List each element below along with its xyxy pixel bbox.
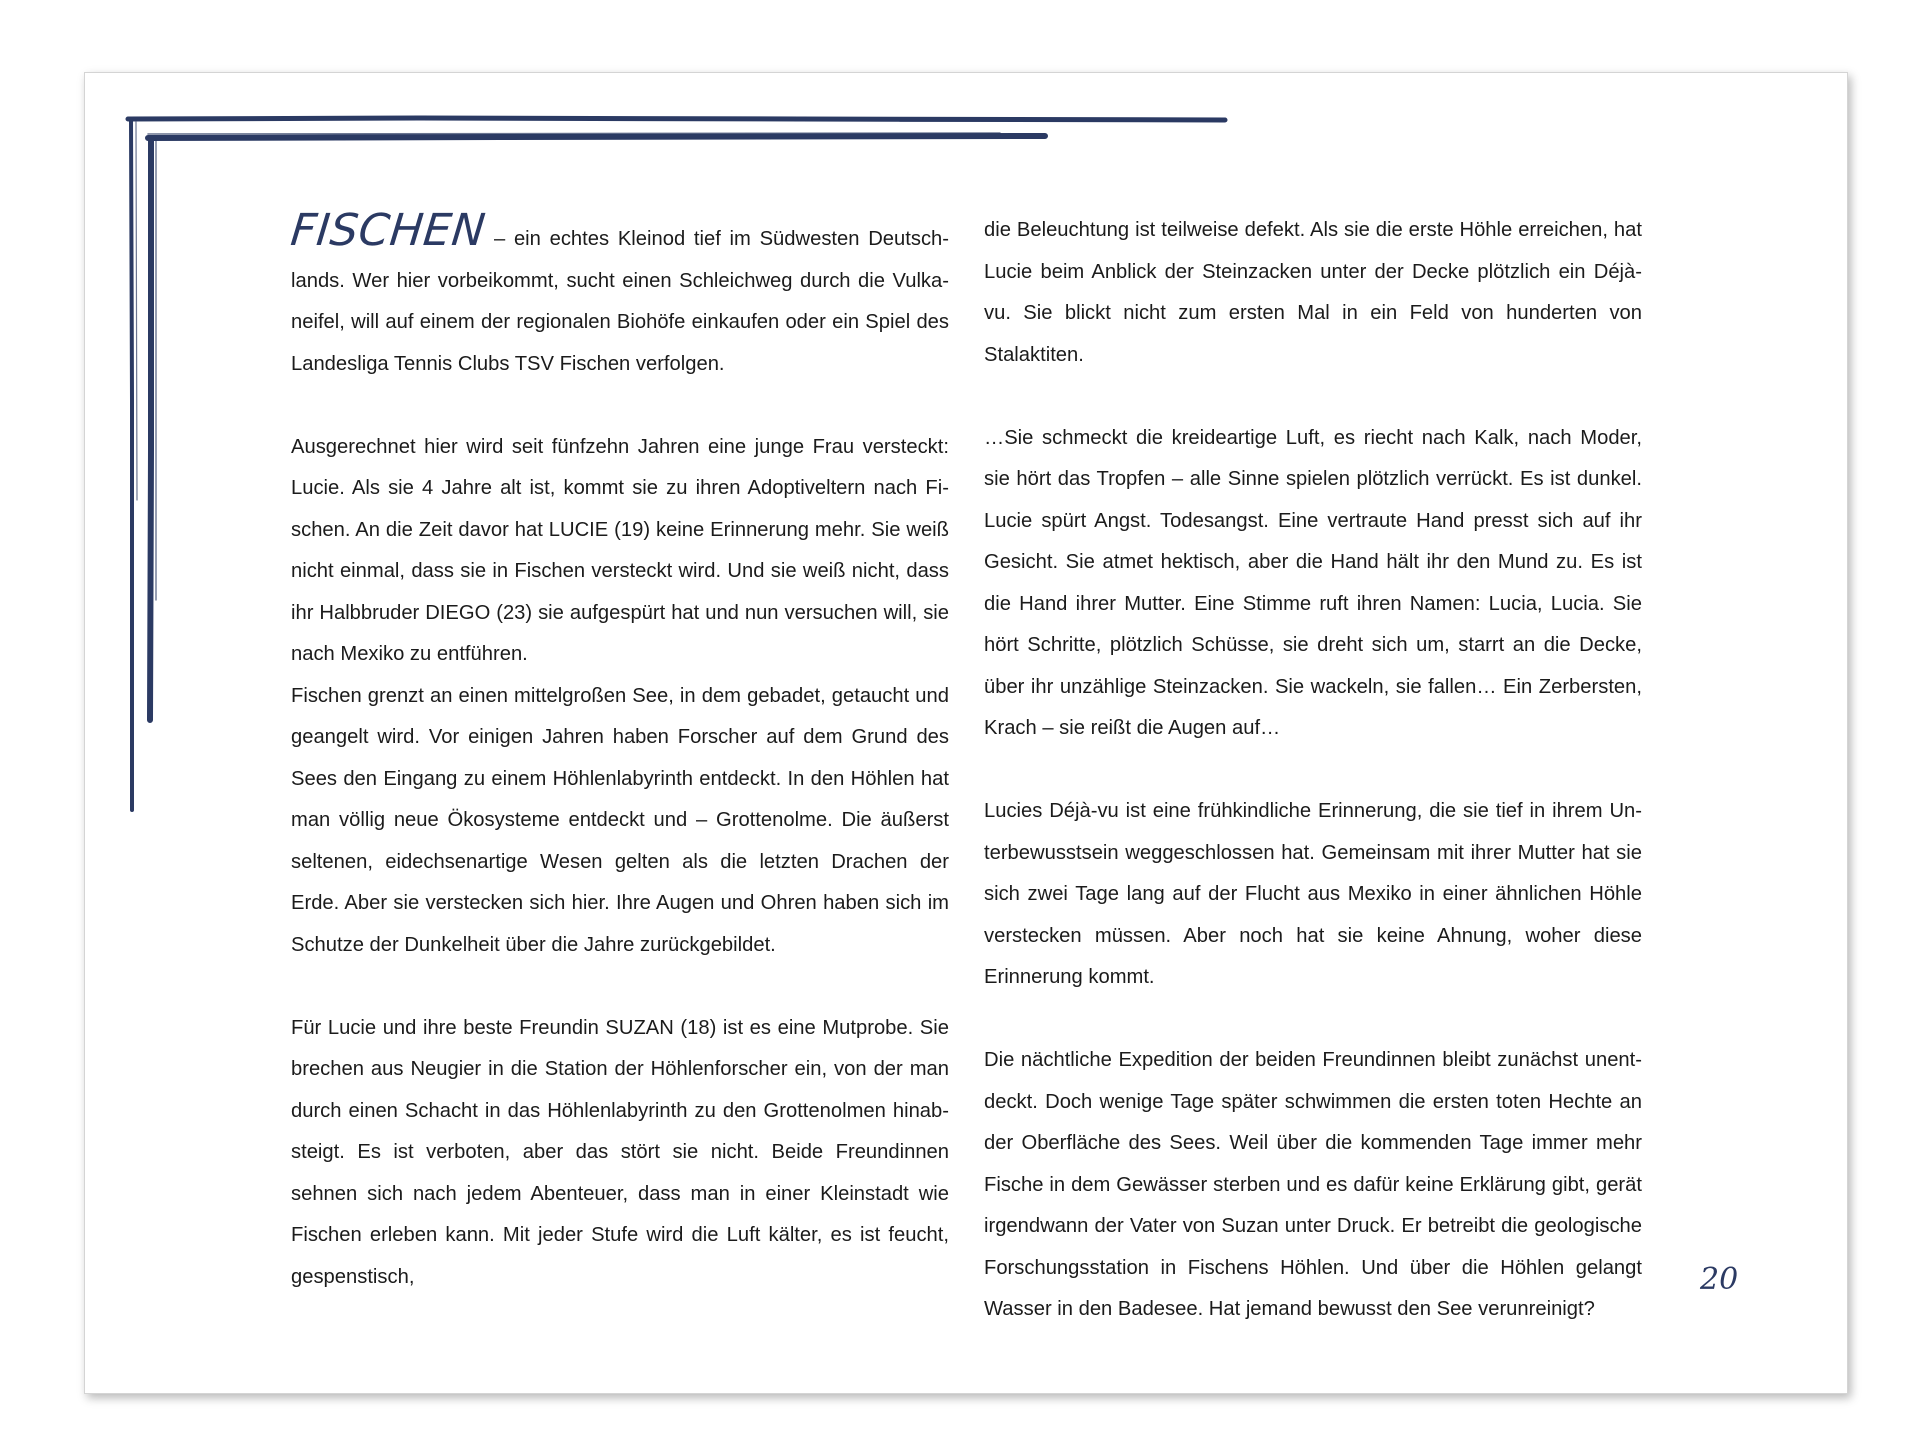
paragraph-dejavu: Lucies Déjà-vu ist eine frühkindliche Erinnerung, die sie tief in ihrem Unterbewusstsein weggeschlossen hat. Gemeinsam mit ihrer Mutter hat sie sich zwei Tage lang auf der Flucht aus Mexiko in einer ähnlichen Höhle verstecken müssen. Aber noch hat sie keine Ahnung, woher diese Erinnerung kommt.: [984, 800, 1642, 988]
paragraph-mutprobe: Für Lucie und ihre beste Freundin SUZAN (18) ist es eine Mutprobe. Sie brechen aus Neugier in die Station der Höhlenforscher ein, von der man durch einen Schacht in das Höhlenlabyrinth zu den Grottenolmen hinabsteigt. Es ist verboten, aber das stört sie nicht. Beide Freundinnen sehnen sich nach jedem Abenteuer, dass man in einer Kleinstadt wie Fischen erleben kann. Mit jeder Stufe wird die Luft kälter, es ist feucht, gespenstisch,: [291, 1016, 949, 1288]
paragraph-lucie: Ausgerechnet hier wird seit fünfzehn Jahren eine junge Frau versteckt: Lucie. Als sie 4 Jahre alt ist, kommt sie zu ihren Adoptiveltern nach Fischen. An die Zeit davor hat LUCIE (19) keine Erinnerung mehr. Sie weiß nicht einmal, dass sie in Fischen versteckt wird. Und sie weiß nicht, dass ihr Halbbruder DIEGO (23) sie aufgespürt hat und nun versuchen will, sie nach Mexiko zu entführen.: [291, 435, 949, 665]
paragraph-see: Fischen grenzt an einen mittelgroßen See, in dem gebadet, getaucht und geangelt wird. Vor einigen Jahren haben Forscher auf dem Grund des Sees den Eingang zu einem Höhlenlabyrinth entdeckt. In den Höhlen hat man völlig neue Ökosysteme entdeckt und – Grottenolme. Die äußerst seltenen, eidechsenartige Wesen gelten als die letzten Drachen der Erde. Aber sie verstecken sich hier. Ihre Augen und Ohren haben sich im Schutze der Dunkelheit über die Jahre zurückgebildet.: [291, 684, 949, 956]
dropcap-heading: FISCHEN: [288, 205, 488, 256]
paragraph-expedition: Die nächtliche Expedition der beiden Freundinnen bleibt zunächst unentdeckt. Doch wenige Tage später schwimmen die ersten toten Hechte an der Oberfläche des Sees. Weil über die kommenden Tage immer mehr Fische in dem Gewässer sterben und es dafür keine Erklärung gibt, gerät irgendwann der Vater von Suzan unter Druck. Er betreibt die geologische Forschungsstation in Fischens Höhlen. Und über die Höhlen gelangt Wasser in den Badesee. Hat jemand bewusst den See verunreinigt?: [984, 1049, 1642, 1320]
left-text-column: [288, 205, 949, 1298]
right-text-column: [984, 210, 1642, 1331]
page-number: 20: [1700, 1262, 1739, 1297]
paragraph-flashback: …Sie schmeckt die kreideartige Luft, es riecht nach Kalk, nach Moder, sie hört das Tropfen – alle Sinne spielen plötzlich verrückt. Es ist dunkel. Lucie spürt Angst. Todesangst. Eine vertraute Hand presst sich auf ihr Gesicht. Sie atmet hektisch, aber die Hand hält ihr den Mund zu. Es ist die Hand ihrer Mutter. Eine Stimme ruft ihren Namen: Lucia, Lucia. Sie hört Schritte, plötzlich Schüsse, sie dreht sich um, starrt an die Decke, über ihr unzählige Steinzacken. Sie wackeln, sie fallen… Ein Zerbersten, Krach – sie reißt die Augen auf…: [984, 426, 1642, 739]
paragraph-intro-text: – ein echtes Kleinod tief im Südwesten Deutschlands. Wer hier vorbeikommt, sucht einen Schleichweg durch die Vulkaneifel, will auf einem der regionalen Biohöfe einkaufen oder ein Spiel des Landesliga Tennis Clubs TSV Fischen verfolgen.: [291, 228, 949, 375]
paragraph-intro: [288, 205, 949, 385]
paragraph-hoehle: die Beleuchtung ist teilweise defekt. Als sie die erste Höhle erreichen, hat Lucie beim Anblick der Steinzacken unter der Decke plötzlich ein Déjà-vu. Sie blickt nicht zum ersten Mal in ein Feld von hunderten von Stalaktiten.: [984, 219, 1642, 366]
